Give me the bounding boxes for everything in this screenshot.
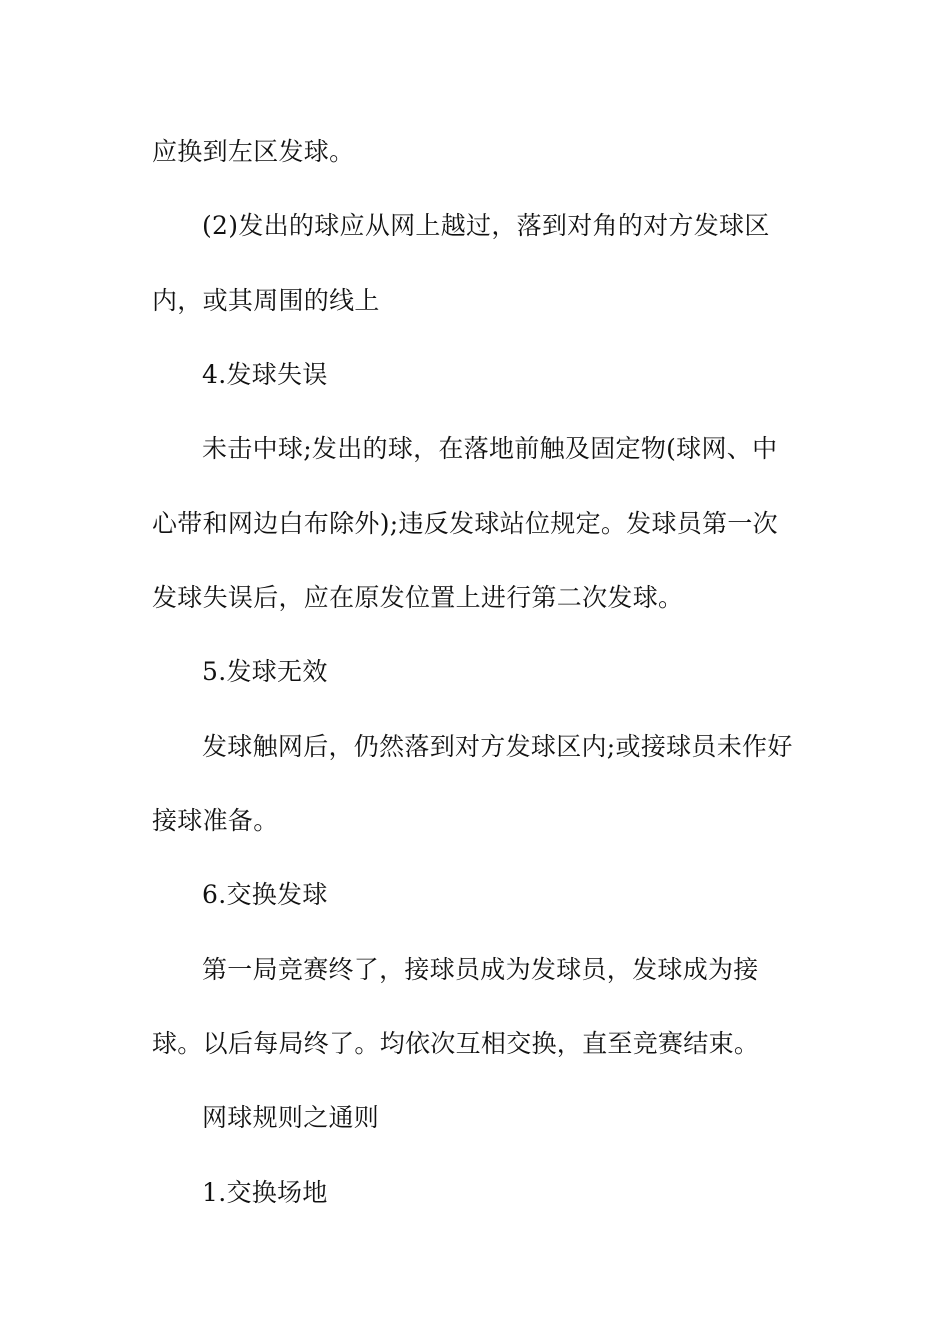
text-line: (2)发出的球应从网上越过，落到对角的对方发球区 [202,211,770,240]
text-line: 发球失误后，应在原发位置上进行第二次发球。 [152,583,684,612]
text-line: 应换到左区发球。 [152,137,355,166]
text-line: 内，或其周围的线上 [152,286,380,315]
section-heading: 1.交换场地 [202,1178,328,1207]
text-line: 球。以后每局终了。均依次互相交换，直至竞赛结束。 [152,1029,760,1058]
section-heading: 网球规则之通则 [202,1103,380,1132]
section-heading: 6.交换发球 [202,880,328,909]
text-line: 第一局竞赛终了，接球员成为发球员，发球成为接 [202,955,759,984]
section-heading: 5.发球无效 [202,657,328,686]
text-line: 未击中球;发出的球，在落地前触及固定物(球网、中 [202,434,778,463]
section-heading: 4.发球失误 [202,360,328,389]
text-line: 心带和网边白布除外);违反发球站位规定。发球员第一次 [152,509,778,538]
text-line: 接球准备。 [152,806,279,835]
text-line: 发球触网后，仍然落到对方发球区内;或接球员未作好 [202,732,793,761]
